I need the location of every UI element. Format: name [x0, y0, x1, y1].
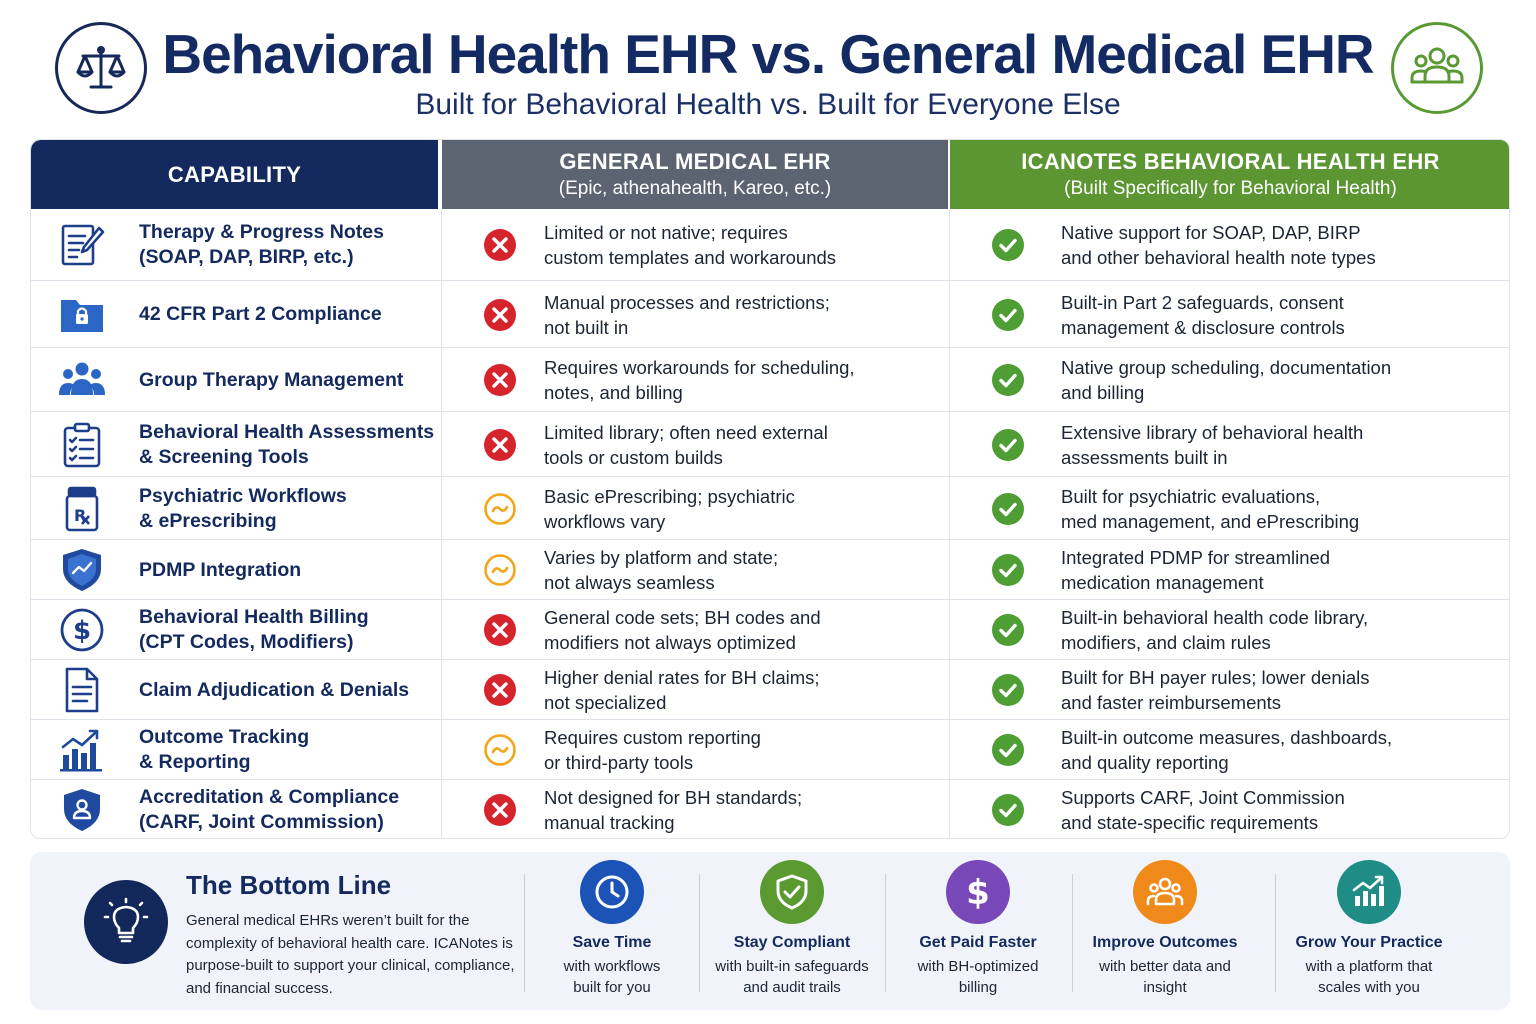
benefit-description: with BH-optimized billing — [917, 958, 1039, 996]
x-circle-icon — [483, 228, 517, 262]
general-ehr-text: Higher denial rates for BH claims; not specialized — [544, 667, 820, 713]
document-icon — [57, 665, 107, 715]
icanotes-ehr-text: Built-in outcome measures, dashboards, and quality reporting — [1061, 727, 1393, 773]
icanotes-ehr-text: Native group scheduling, documentation and billing — [1061, 357, 1392, 403]
table-row — [31, 660, 1510, 720]
dollar-circle-icon — [57, 605, 107, 655]
check-circle-icon — [991, 613, 1025, 647]
icanotes-ehr-text: Integrated PDMP for streamlined medication management — [1061, 547, 1331, 593]
benefit-description: with workflows built for you — [563, 958, 661, 996]
column-header-capability — [31, 140, 438, 209]
check-circle-icon — [991, 363, 1025, 397]
icanotes-ehr-text: Built for psychiatric evaluations, med management, and ePrescribing — [1061, 485, 1360, 532]
locked-folder-icon — [57, 290, 107, 340]
general-ehr-text: Manual processes and restrictions; not built in — [544, 291, 830, 338]
benefit-item — [1284, 860, 1454, 998]
general-ehr-text: Requires workarounds for scheduling, notes, and billing — [544, 357, 855, 403]
people-group-icon — [1407, 38, 1467, 98]
check-circle-icon — [991, 793, 1025, 827]
bar-chart-icon — [57, 725, 107, 775]
capability-label: 42 CFR Part 2 Compliance — [139, 303, 382, 325]
clipboard-checklist-icon — [57, 420, 107, 470]
column-header-label: ICANOTES BEHAVIORAL HEALTH EHR — [1021, 149, 1440, 174]
column-header-sublabel: (Epic, athenahealth, Kareo, etc.) — [558, 178, 832, 199]
x-circle-icon — [483, 363, 517, 397]
table-row — [31, 348, 1510, 412]
general-ehr-text: Limited library; often need external tools or custom builds — [544, 421, 828, 468]
people-icon — [1133, 860, 1197, 924]
shield-check-icon — [760, 860, 824, 924]
table-row — [31, 281, 1510, 348]
benefit-divider — [1072, 874, 1073, 992]
check-circle-icon — [991, 228, 1025, 262]
general-ehr-text: Varies by platform and state; not always seamless — [544, 547, 779, 593]
icanotes-ehr-text: Native support for SOAP, DAP, BIRP and other behavioral health note types — [1061, 222, 1376, 268]
header — [0, 0, 1536, 130]
benefit-title: Improve Outcomes — [1092, 934, 1238, 951]
capability-label: Accreditation & Compliance (CARF, Joint Commission) — [139, 786, 400, 833]
capability-label: Group Therapy Management — [139, 368, 404, 391]
group-icon — [57, 355, 107, 405]
benefit-divider — [524, 874, 525, 992]
column-header-general — [442, 140, 948, 209]
column-header-icanotes — [950, 140, 1510, 209]
general-ehr-text: Not designed for BH standards; manual tracking — [544, 787, 803, 833]
benefit-item — [1080, 860, 1250, 998]
partial-circle-icon — [483, 492, 517, 526]
capability-label: PDMP Integration — [139, 558, 302, 581]
page-title: Behavioral Health EHR vs. General Medical EHR — [162, 23, 1374, 85]
comparison-table — [30, 139, 1510, 839]
table-header — [31, 140, 1510, 209]
benefit-item — [527, 860, 697, 998]
svg-text:$: $ — [72, 616, 92, 646]
shield-icon — [57, 545, 107, 595]
dollar-icon — [946, 860, 1010, 924]
clock-icon — [580, 860, 644, 924]
benefit-divider — [699, 874, 700, 992]
benefit-description: with better data and insight — [1099, 958, 1231, 996]
check-circle-icon — [991, 673, 1025, 707]
people-group-icon-badge — [1391, 22, 1483, 114]
table-row — [31, 600, 1510, 660]
x-circle-icon — [483, 298, 517, 332]
benefit-title: Save Time — [572, 934, 652, 951]
column-header-sublabel: (Built Specifically for Behavioral Health) — [1064, 178, 1397, 199]
partial-circle-icon — [483, 733, 517, 767]
capability-label: Claim Adjudication & Denials — [139, 678, 410, 701]
lightbulb-icon — [100, 896, 152, 948]
table-row — [31, 209, 1510, 281]
notes-pencil-icon — [57, 220, 107, 270]
table-row — [31, 477, 1510, 540]
capability-label: Behavioral Health Assessments & Screening Tools — [139, 420, 435, 468]
x-circle-icon — [483, 428, 517, 462]
capability-label: Psychiatric Workflows & ePrescribing — [139, 484, 347, 532]
lightbulb-icon-badge — [84, 880, 168, 964]
benefit-divider — [1275, 874, 1276, 992]
x-circle-icon — [483, 793, 517, 827]
bottom-line-panel — [30, 852, 1510, 1010]
general-ehr-text: Limited or not native; requires custom templates and workarounds — [544, 222, 837, 268]
capability-label: Therapy & Progress Notes (SOAP, DAP, BIRP, etc.) — [139, 221, 384, 268]
benefit-divider — [885, 874, 886, 992]
table-row — [31, 720, 1510, 780]
x-circle-icon — [483, 613, 517, 647]
column-header-label: GENERAL MEDICAL EHR — [559, 149, 831, 174]
svg-text:R: R — [74, 505, 87, 525]
general-ehr-text: General code sets; BH codes and modifiers not always optimized — [544, 607, 821, 653]
general-ehr-text: Basic ePrescribing; psychiatric workflows vary — [544, 485, 795, 532]
benefit-item — [707, 860, 877, 998]
icanotes-ehr-text: Built-in Part 2 safeguards, consent management & disclosure controls — [1061, 291, 1345, 338]
benefit-description: with built-in safeguards and audit trails — [715, 958, 869, 996]
benefit-item — [893, 860, 1063, 998]
check-circle-icon — [991, 733, 1025, 767]
check-circle-icon — [991, 428, 1025, 462]
check-circle-icon — [991, 553, 1025, 587]
benefit-title: Stay Compliant — [733, 934, 851, 951]
icanotes-ehr-text: Supports CARF, Joint Commission and state-specific requirements — [1061, 787, 1345, 833]
table-row — [31, 780, 1510, 839]
bottom-line-title: The Bottom Line — [186, 870, 392, 900]
shield-person-icon — [57, 785, 107, 835]
svg-text:$: $ — [966, 873, 990, 912]
icanotes-ehr-text: Built for BH payer rules; lower denials and faster reimbursements — [1061, 667, 1370, 713]
benefit-title: Grow Your Practice — [1295, 934, 1443, 951]
capability-label: Behavioral Health Billing (CPT Codes, Modifiers) — [139, 606, 369, 653]
partial-circle-icon — [483, 553, 517, 587]
rx-bottle-icon — [57, 484, 107, 534]
general-ehr-text: Requires custom reporting or third-party tools — [544, 727, 761, 773]
benefit-description: with a platform that scales with you — [1305, 958, 1433, 996]
benefit-title: Get Paid Faster — [919, 934, 1037, 951]
capability-label: Outcome Tracking & Reporting — [139, 726, 310, 773]
icanotes-ehr-text: Built-in behavioral health code library, modifiers, and claim rules — [1061, 607, 1369, 653]
icanotes-ehr-text: Extensive library of behavioral health assessments built in — [1061, 421, 1364, 468]
growth-chart-icon — [1337, 860, 1401, 924]
scales-icon-badge — [55, 22, 147, 114]
table-row — [31, 540, 1510, 600]
scales-icon — [73, 40, 129, 96]
check-circle-icon — [991, 298, 1025, 332]
table-row — [31, 412, 1510, 477]
page-subtitle: Built for Behavioral Health vs. Built for Everyone Else — [415, 88, 1121, 121]
column-header-label: CAPABILITY — [167, 161, 302, 187]
x-circle-icon — [483, 673, 517, 707]
check-circle-icon — [991, 492, 1025, 526]
bottom-line-text: General medical EHRs weren’t built for the complexity of behavioral health care. ICANotes is purpose-built to support your clinical, compliance, and financial success. — [186, 912, 515, 997]
